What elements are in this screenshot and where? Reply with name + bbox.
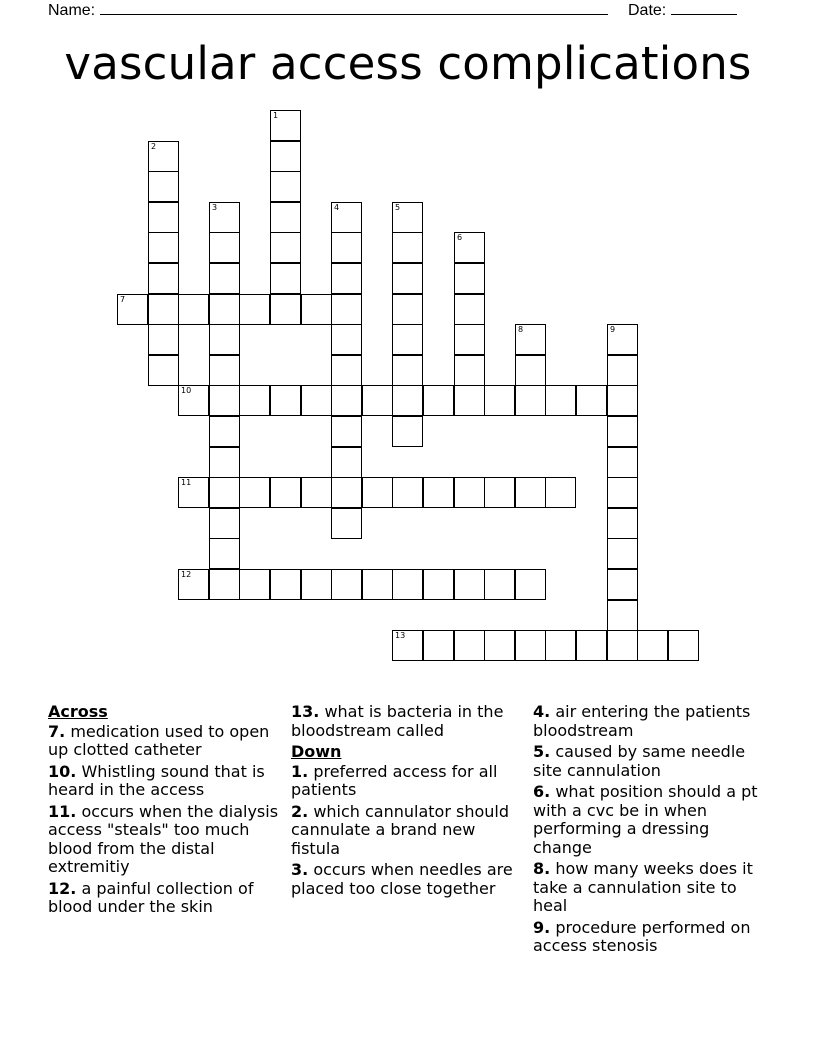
crossword-cell[interactable] [576,630,607,661]
crossword-cell[interactable] [148,263,179,294]
crossword-cell[interactable] [362,385,393,416]
crossword-cell[interactable] [209,569,240,600]
crossword-cell[interactable] [331,294,362,325]
crossword-cell[interactable] [209,385,240,416]
clue-number: 9 [610,325,616,334]
clue-across-11: 11. occurs when the dialysis access "steals" too much blood from the distal extremitiy [48,801,279,876]
crossword-cell[interactable] [209,416,240,447]
crossword-cell[interactable] [331,416,362,447]
crossword-cell[interactable] [392,232,423,263]
crossword-cell[interactable] [209,263,240,294]
clue-across-13: 13. what is bacteria in the bloodstream called [291,702,504,740]
crossword-cell[interactable] [148,355,179,386]
clue-down-1: 1. preferred access for all patients [291,761,498,799]
clue-number: 3 [212,203,218,212]
crossword-cell[interactable] [209,202,240,233]
crossword-cell[interactable] [148,141,179,172]
crossword-cell[interactable] [423,477,454,508]
crossword-cell[interactable] [331,385,362,416]
crossword-cell[interactable] [331,508,362,539]
crossword-cell[interactable] [454,630,485,661]
crossword-cell[interactable] [392,416,423,447]
crossword-cell[interactable] [607,508,638,539]
crossword-cell[interactable] [423,569,454,600]
clue-number: 1 [273,111,279,120]
clue-number: 2 [151,142,157,151]
crossword-cell[interactable] [209,294,240,325]
crossword-cell[interactable] [331,477,362,508]
crossword-cell[interactable] [209,447,240,478]
crossword-cell[interactable] [270,141,301,172]
crossword-cell[interactable] [301,569,332,600]
crossword-cell[interactable] [515,324,546,355]
crossword-cell[interactable] [270,569,301,600]
crossword-cell[interactable] [454,324,485,355]
crossword-cell[interactable] [484,477,515,508]
crossword-cell[interactable] [454,263,485,294]
crossword-cell[interactable] [270,202,301,233]
clue-number: 11 [181,478,192,487]
crossword-cell[interactable] [270,232,301,263]
clue-down-4: 4. air entering the patients bloodstream [533,702,751,740]
crossword-cell[interactable] [209,508,240,539]
crossword-cell[interactable] [515,385,546,416]
crossword-cell[interactable] [270,171,301,202]
crossword-cell[interactable] [209,232,240,263]
crossword-cell[interactable] [607,324,638,355]
crossword-cell[interactable] [392,202,423,233]
crossword-cell[interactable] [607,385,638,416]
crossword-cell[interactable] [392,630,423,661]
crossword-cell[interactable] [178,294,209,325]
clues-column-1 [48,703,284,920]
crossword-cell[interactable] [362,569,393,600]
crossword-cell[interactable] [301,294,332,325]
crossword-cell[interactable] [607,477,638,508]
crossword-cell[interactable] [239,385,270,416]
clue-number: 6 [457,233,463,242]
crossword-cell[interactable] [117,294,148,325]
crossword-cell[interactable] [331,569,362,600]
clues-column-3 [533,703,769,959]
crossword-cell[interactable] [270,294,301,325]
clue-number: 4 [334,203,340,212]
clue-down-8: 8. how many weeks does it take a cannulation site to heal [533,859,753,915]
crossword-cell[interactable] [576,385,607,416]
crossword-cell[interactable] [454,569,485,600]
crossword-cell[interactable] [607,355,638,386]
crossword-cell[interactable] [270,263,301,294]
crossword-cell[interactable] [270,385,301,416]
crossword-cell[interactable] [515,355,546,386]
crossword-cell[interactable] [148,202,179,233]
crossword-cell[interactable] [239,569,270,600]
crossword-cell[interactable] [178,477,209,508]
across-heading: Across [48,702,108,721]
crossword-cell[interactable] [454,294,485,325]
crossword-cell[interactable] [392,355,423,386]
crossword-cell[interactable] [484,569,515,600]
name-label: Name: [48,2,96,19]
crossword-cell[interactable] [209,324,240,355]
crossword-cell[interactable] [148,294,179,325]
crossword-cell[interactable] [454,232,485,263]
crossword-cell[interactable] [148,171,179,202]
crossword-cell[interactable] [607,569,638,600]
crossword-cell[interactable] [148,232,179,263]
clue-down-3: 3. occurs when needles are placed too close together [291,860,513,898]
crossword-cell[interactable] [209,538,240,569]
crossword-cell[interactable] [515,569,546,600]
crossword-cell[interactable] [545,630,576,661]
crossword-cell[interactable] [545,477,576,508]
crossword-cell[interactable] [331,355,362,386]
crossword-cell[interactable] [331,447,362,478]
crossword-cell[interactable] [178,385,209,416]
crossword-cell[interactable] [331,263,362,294]
crossword-cell[interactable] [515,630,546,661]
clue-across-7: 7. medication used to open up clotted catheter [48,721,270,759]
crossword-cell[interactable] [270,110,301,141]
crossword-cell[interactable] [270,477,301,508]
crossword-cell[interactable] [668,630,699,661]
crossword-cell[interactable] [454,385,485,416]
clue-number: 12 [181,570,192,579]
crossword-cell[interactable] [178,569,209,600]
crossword-cell[interactable] [209,477,240,508]
clue-number: 5 [395,203,401,212]
crossword-cell[interactable] [148,324,179,355]
clues-column-2 [291,703,527,901]
clue-down-2: 2. which cannulator should cannulate a brand new fistula [291,801,510,858]
crossword-cell[interactable] [484,385,515,416]
down-heading: Down [291,742,342,761]
crossword-cell[interactable] [515,477,546,508]
crossword-cell[interactable] [331,324,362,355]
crossword-cell[interactable] [637,630,668,661]
crossword-cell[interactable] [454,355,485,386]
crossword-cell[interactable] [239,294,270,325]
clue-number: 8 [518,325,524,334]
crossword-cell[interactable] [392,569,423,600]
crossword-cell[interactable] [392,385,423,416]
crossword-cell[interactable] [454,477,485,508]
crossword-cell[interactable] [301,385,332,416]
date-label: Date: [628,2,667,19]
clue-number: 7 [120,295,126,304]
clue-down-5: 5. caused by same needle site cannulation [533,742,746,780]
crossword-cell[interactable] [392,263,423,294]
crossword-cell[interactable] [484,630,515,661]
crossword-cell[interactable] [392,477,423,508]
crossword-cell[interactable] [545,385,576,416]
crossword-cell[interactable] [607,630,638,661]
clue-across-12: 12. a painful collection of blood under the skin [48,878,254,916]
clue-number: 13 [395,631,406,640]
crossword-cell[interactable] [392,324,423,355]
crossword-cell[interactable] [209,355,240,386]
crossword-cell[interactable] [607,538,638,569]
crossword-cell[interactable] [392,294,423,325]
crossword-cell[interactable] [239,477,270,508]
clue-down-9: 9. procedure performed on access stenosis [533,917,751,955]
crossword-cell[interactable] [607,447,638,478]
clue-number: 10 [181,386,192,395]
crossword-cell[interactable] [301,477,332,508]
crossword-cell[interactable] [607,600,638,631]
crossword-cell[interactable] [362,477,393,508]
crossword-cell[interactable] [423,385,454,416]
crossword-cell[interactable] [331,232,362,263]
crossword-cell[interactable] [607,416,638,447]
crossword-cell[interactable] [423,630,454,661]
crossword-cell[interactable] [331,202,362,233]
clue-down-6: 6. what position should a pt with a cvc be in when performing a dressing change [533,782,758,857]
page-title: vascular access complications [64,37,752,90]
clue-across-10: 10. Whistling sound that is heard in the access [48,761,265,799]
